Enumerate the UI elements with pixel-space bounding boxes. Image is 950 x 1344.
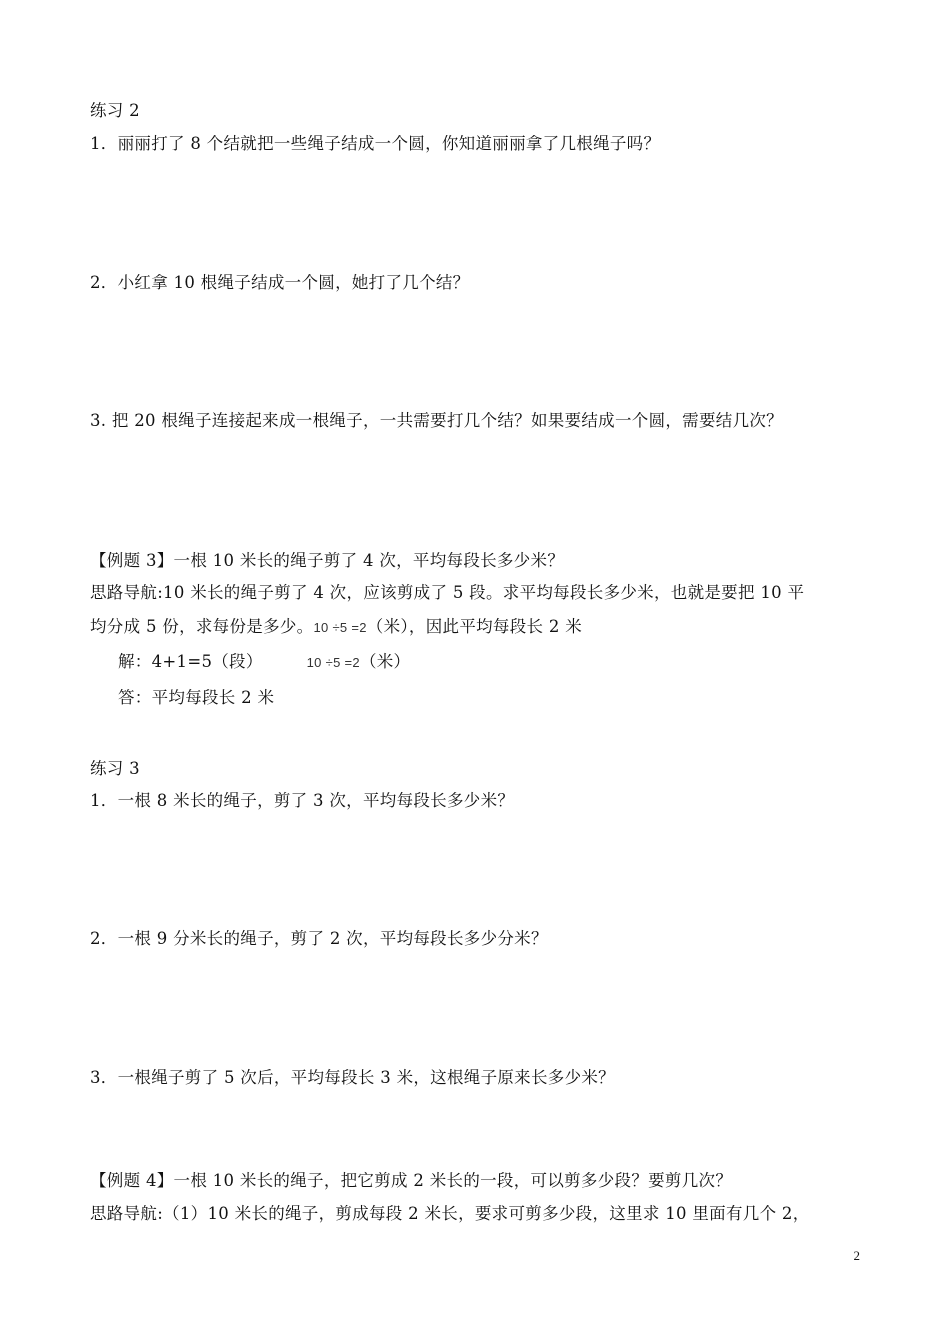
page-number: 2 bbox=[853, 1248, 860, 1263]
practice3-question-2: 2．一根 9 分米长的绳子，剪了 2 次，平均每段长多少分米？ bbox=[90, 929, 548, 948]
practice3-title: 练习 3 bbox=[90, 759, 140, 778]
practice2-question-2: 2．小红拿 10 根绳子结成一个圆，她打了几个结？ bbox=[90, 273, 470, 292]
example3-solution-equation: 10 ÷5 =2 bbox=[306, 655, 360, 670]
example3-hint-line-2 bbox=[90, 616, 582, 639]
practice2-question-1: 1．丽丽打了 8 个结就把一些绳子结成一个圆，你知道丽丽拿了几根绳子吗？ bbox=[90, 134, 661, 153]
example4-hint-line-1: 思路导航:（1）10 米长的绳子，剪成每段 2 米长，要求可剪多少段，这里求 10 里面有几个 2， bbox=[90, 1204, 810, 1223]
example3-hint-line-1: 思路导航:10 米长的绳子剪了 4 次，应该剪成了 5 段。求平均每段长多少米，也就是要把 10 平 bbox=[90, 583, 805, 602]
example3-title: 【例题 3】一根 10 米长的绳子剪了 4 次，平均每段长多少米？ bbox=[90, 551, 565, 570]
practice3-question-3: 3．一根绳子剪了 5 次后，平均每段长 3 米，这根绳子原来长多少米？ bbox=[90, 1068, 615, 1087]
example3-hint-conclusion: （米），因此平均每段长 2 米 bbox=[366, 617, 583, 636]
example3-solution bbox=[118, 651, 410, 674]
example4-title: 【例题 4】一根 10 米长的绳子，把它剪成 2 米长的一段，可以剪多少段？要剪几次？ bbox=[90, 1171, 733, 1190]
example3-hint-text: 均分成 5 份，求每份是多少。 bbox=[90, 617, 314, 636]
example3-solution-step1: 解：4+1=5（段） bbox=[118, 652, 263, 671]
example3-solution-unit: （米） bbox=[359, 652, 411, 671]
example3-answer: 答：平均每段长 2 米 bbox=[118, 688, 275, 707]
practice3-question-1: 1．一根 8 米长的绳子，剪了 3 次，平均每段长多少米？ bbox=[90, 791, 515, 810]
example3-hint-equation: 10 ÷5 =2 bbox=[313, 620, 367, 635]
practice2-title: 练习 2 bbox=[90, 101, 140, 120]
practice2-question-3: 3. 把 20 根绳子连接起来成一根绳子，一共需要打几个结？如果要结成一个圆，需要结几次？ bbox=[90, 411, 783, 430]
